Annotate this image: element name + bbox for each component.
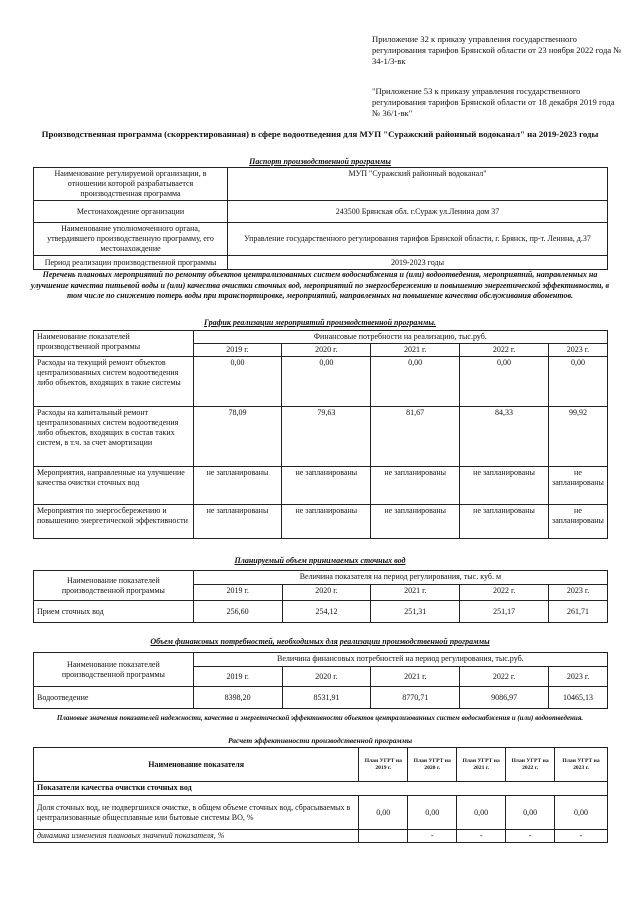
- passport-label: Период реализации производственной программы: [34, 256, 228, 270]
- plan-header: План УГРТ на 2023 г.: [555, 748, 608, 782]
- row-label: Прием сточных вод: [34, 601, 194, 623]
- cell-value: 0,00: [193, 357, 282, 407]
- page-title: Производственная программа (скорректированная) в сфере водоотведения для МУП "Суражский районный водоканал" на 2019-2023 годы: [41, 129, 599, 139]
- cell-value: 8770,71: [371, 687, 460, 709]
- cell-value: 84,33: [460, 407, 549, 467]
- annex-note-1: Приложение 32 к приказу управления государственного регулирования тарифов Брянской области от 23 ноября 2022 года № 34-1/3-вк: [372, 34, 622, 66]
- passport-label: Наименование уполномоченного органа, утвердившего производственную программу, его местонахождение: [34, 223, 228, 256]
- table-row: [34, 601, 608, 623]
- table-row: [34, 687, 608, 709]
- cell-value: не запланированы: [371, 467, 460, 505]
- cell-value: не запланированы: [548, 467, 607, 505]
- reliability-section: Показатели качества очистки сточных вод: [34, 782, 608, 796]
- cell-value: 81,67: [371, 407, 460, 467]
- passport-heading: Паспорт производственной программы: [249, 157, 391, 166]
- volume-header-label: Наименование показателей производственной программы: [34, 571, 194, 601]
- cell-value: 10465,13: [549, 687, 608, 709]
- finance-heading: Объем финансовых потребностей, необходимых для реализации производственной программы: [150, 637, 490, 646]
- passport-value: МУП "Суражский районный водоканал": [228, 168, 608, 201]
- cell-value: 256,60: [193, 601, 282, 623]
- cell-value: 78,09: [193, 407, 282, 467]
- volume-header-group: Величина показателя на период регулирования, тыс. куб. м: [193, 571, 607, 585]
- year-header: 2020 г.: [282, 585, 371, 601]
- reliability-table: [33, 747, 608, 843]
- cell-value: 254,12: [282, 601, 371, 623]
- year-header: 2019 г.: [193, 667, 282, 687]
- passport-label: Местонахождение организации: [34, 201, 228, 223]
- table-row: [34, 407, 608, 467]
- cell-value: -: [506, 830, 555, 843]
- cell-value: 8398,20: [193, 687, 282, 709]
- plan-header: План УГРТ на 2021 г.: [457, 748, 506, 782]
- finance-table: [33, 652, 608, 709]
- cell-value: 251,31: [371, 601, 460, 623]
- table-row: [34, 505, 608, 539]
- reliability-subheading: Расчет эффективности производственной программы: [227, 736, 413, 745]
- cell-value: не запланированы: [193, 467, 282, 505]
- reliability-heading: Плановые значения показателей надежности, качества и энергетической эффективности объектов централизованных систем водоснабжения и (или) водоотведения.: [56, 714, 584, 722]
- passport-label: Наименование регулируемой организации, в отношении которой разрабатывается производственная программа: [34, 168, 228, 201]
- row-label: Мероприятия, направленные на улучшение качества очистки сточных вод: [34, 467, 194, 505]
- cell-value: 251,17: [460, 601, 549, 623]
- cell-value: не запланированы: [282, 467, 371, 505]
- schedule-table: [33, 330, 608, 539]
- volume-table: [33, 570, 608, 623]
- plan-header: План УГРТ на 2020 г.: [408, 748, 457, 782]
- cell-value: не запланированы: [548, 505, 607, 539]
- plan-header: План УГРТ на 2019 г.: [359, 748, 408, 782]
- table-row: [34, 357, 608, 407]
- schedule-header-label: Наименование показателей производственной программы: [34, 331, 194, 357]
- passport-value: Управление государственного регулирования тарифов Брянской области, г. Брянск, пр-т. Ленина, д.37: [228, 223, 608, 256]
- row-label: Водоотведение: [34, 687, 194, 709]
- schedule-header-group: Финансовые потребности на реализацию, тыс.руб.: [193, 331, 607, 344]
- row-label: Расходы на текущий ремонт объектов централизованных систем водоотведения либо объектов, входящих в такие системы: [34, 357, 194, 407]
- year-header: 2019 г.: [193, 585, 282, 601]
- row-label: Доля сточных вод, не подвергшихся очистке, в общем объеме сточных вод, сбрасываемых в централизованные общесплавные или бытовые системы ВО, %: [34, 796, 359, 830]
- schedule-heading: График реализации мероприятий производственной программы.: [204, 318, 436, 327]
- table-row: [34, 830, 608, 843]
- cell-value: 0,00: [282, 357, 371, 407]
- cell-value: -: [555, 830, 608, 843]
- cell-value: 0,00: [555, 796, 608, 830]
- cell-value: не запланированы: [460, 467, 549, 505]
- cell-value: 261,71: [549, 601, 608, 623]
- year-header: 2022 г.: [460, 344, 549, 357]
- passport-row: [34, 223, 608, 256]
- row-label: Расходы на капитальный ремонт централизованных систем водоотведения либо объектов, входящих в состав таких систем, в т.ч. за счет амортизации: [34, 407, 194, 467]
- year-header: 2021 г.: [371, 344, 460, 357]
- finance-header-label: Наименование показателей производственной программы: [34, 653, 194, 687]
- cell-value: 79,63: [282, 407, 371, 467]
- year-header: 2021 г.: [371, 585, 460, 601]
- reliability-header-label: Наименование показателя: [34, 748, 359, 782]
- measures-intro: Перечень плановых мероприятий по ремонту объектов централизованных систем водоснабжения и (или) водоотведения, мероприятий, направленных на улучшение качества питьевой воды и (или) качества очистки сточных вод, мероприятий по энергосбережению и повышению энергетической эффективности, в том числе по снижению потерь воды при транспортировке, мероприятий, направленных на повышение качества обслуживания абонентов.: [30, 270, 610, 300]
- year-header: 2023 г.: [548, 344, 607, 357]
- passport-table: [33, 167, 608, 270]
- row-label: Мероприятия по энергосбережению и повышению энергетической эффективности: [34, 505, 194, 539]
- cell-value: 0,00: [359, 796, 408, 830]
- year-header: 2022 г.: [460, 667, 549, 687]
- year-header: 2021 г.: [371, 667, 460, 687]
- year-header: 2019 г.: [193, 344, 282, 357]
- table-row: [34, 467, 608, 505]
- annex-note-2: "Приложение 53 к приказу управления государственного регулирования тарифов Брянской области от 18 декабря 2019 года № 36/1-вк": [372, 86, 615, 118]
- year-header: 2020 г.: [282, 667, 371, 687]
- year-header: 2020 г.: [282, 344, 371, 357]
- cell-value: 0,00: [548, 357, 607, 407]
- cell-value: -: [408, 830, 457, 843]
- cell-value: 0,00: [460, 357, 549, 407]
- passport-row: [34, 256, 608, 270]
- passport-value: 2019-2023 годы: [228, 256, 608, 270]
- year-header: 2023 г.: [549, 585, 608, 601]
- cell-value: 8531,91: [282, 687, 371, 709]
- cell-value: 0,00: [506, 796, 555, 830]
- row-label: динамика изменения плановых значений показателя, %: [34, 830, 359, 843]
- cell-value: не запланированы: [371, 505, 460, 539]
- finance-header-group: Величина финансовых потребностей на период регулирования, тыс.руб.: [193, 653, 607, 667]
- cell-value: не запланированы: [193, 505, 282, 539]
- year-header: 2022 г.: [460, 585, 549, 601]
- cell-value: 0,00: [457, 796, 506, 830]
- cell-value: -: [457, 830, 506, 843]
- passport-row: [34, 168, 608, 201]
- cell-value: [359, 830, 408, 843]
- year-header: 2023 г.: [549, 667, 608, 687]
- table-row: [34, 796, 608, 830]
- volume-heading: Планируемый объем принимаемых сточных вод: [234, 556, 406, 565]
- passport-value: 243500 Брянская обл. г.Сураж ул.Ленина дом 37: [228, 201, 608, 223]
- cell-value: 0,00: [408, 796, 457, 830]
- cell-value: 9086,97: [460, 687, 549, 709]
- plan-header: План УГРТ на 2022 г.: [506, 748, 555, 782]
- cell-value: не запланированы: [282, 505, 371, 539]
- cell-value: 99,92: [548, 407, 607, 467]
- passport-row: [34, 201, 608, 223]
- cell-value: 0,00: [371, 357, 460, 407]
- cell-value: не запланированы: [460, 505, 549, 539]
